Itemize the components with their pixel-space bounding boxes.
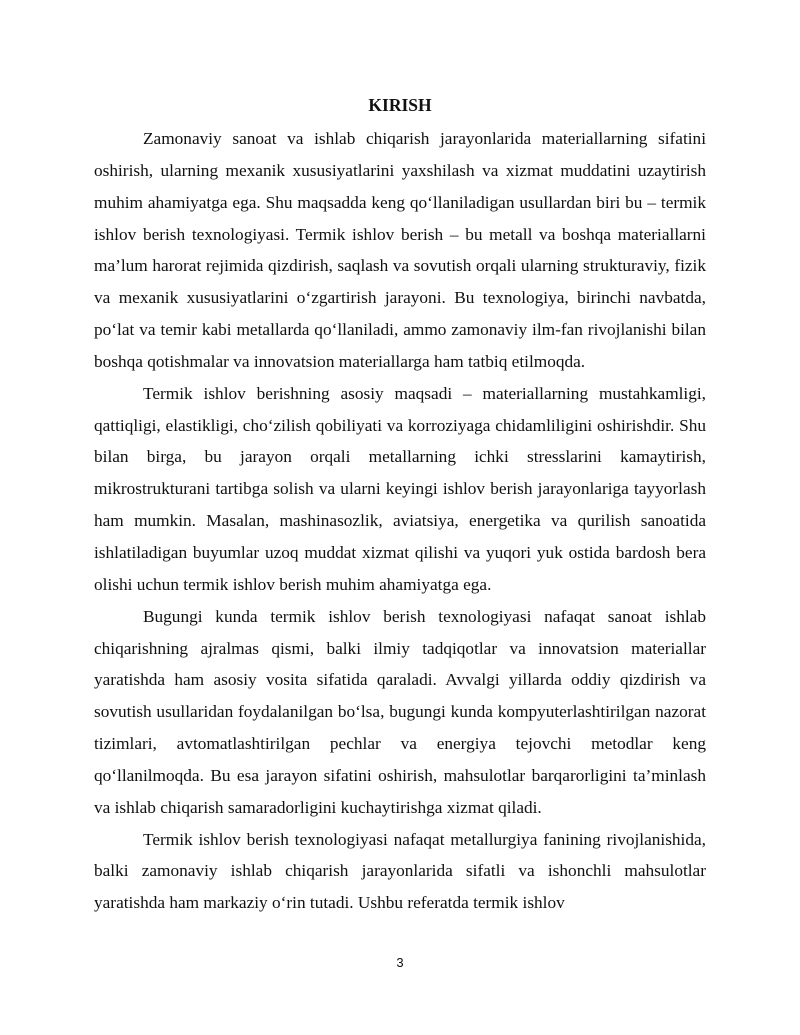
page-title: KIRISH — [368, 95, 432, 115]
paragraph-1: Zamonaviy sanoat va ishlab chiqarish jarayonlarida materiallarning sifatini oshirish, ularning mexanik xususiyatlarini yaxshilash va xizmat muddatini uzaytirish muhim ahamiyatga ega. Shu maqsadda keng qo‘llaniladigan usullardan biri bu – termik ishlov berish texnologiyasi. Termik ishlov berish – bu metall va boshqa materiallarni ma’lum harorat rejimida qizdirish, saqlash va sovutish orqali ularning strukturaviy, fizik va mexanik xususiyatlarini o‘zgartirish jarayoni. Bu texnologiya, birinchi navbatda, po‘lat va temir kabi metallarda qo‘llaniladi, ammo zamonaviy ilm-fan rivojlanishi bilan boshqa qotishmalar va innovatsion materiallarga ham tatbiq etilmoqda. — [94, 129, 706, 371]
paragraph-2: Termik ishlov berishning asosiy maqsadi – materiallarning mustahkamligi, qattiqligi, elastikligi, cho‘zilish qobiliyati va korroziyaga chidamliligini oshirishdir. Shu bilan birga, bu jarayon orqali metallarning ichki stresslarini kamaytirish, mikrostrukturani tartibga solish va ularni keyingi ishlov berish jarayonlariga tayyorlash ham mumkin. Masalan, mashinasozlik, aviatsiya, energetika va qurilish sanoatida ishlatiladigan buyumlar uzoq muddat xizmat qilishi va yuqori yuk ostida bardosh bera olishi uchun termik ishlov berish muhim ahamiyatga ega. — [94, 383, 706, 594]
page-number: 3 — [396, 955, 404, 970]
paragraph-4: Termik ishlov berish texnologiyasi nafaqat metallurgiya fanining rivojlanishida, balki zamonaviy ishlab chiqarish jarayonlarida sifatli va ishonchli mahsulotlar yaratishda ham markaziy o‘rin tutadi. Ushbu referatda termik ishlov — [94, 829, 706, 913]
body-text — [94, 123, 706, 919]
paragraph-3: Bugungi kunda termik ishlov berish texnologiyasi nafaqat sanoat ishlab chiqarishning ajralmas qismi, balki ilmiy tadqiqotlar va innovatsion materiallar yaratishda ham asosiy vosita sifatida qaraladi. Avvalgi yillarda oddiy qizdirish va sovutish usullaridan foydalanilgan bo‘lsa, bugungi kunda kompyuterlashtirilgan nazorat tizimlari, avtomatlashtirilgan pechlar va energiya tejovchi metodlar keng qo‘llanilmoqda. Bu esa jarayon sifatini oshirish, mahsulotlar barqarorligini ta’minlash va ishlab chiqarish samaradorligini kuchaytirishga xizmat qiladi. — [94, 606, 706, 817]
